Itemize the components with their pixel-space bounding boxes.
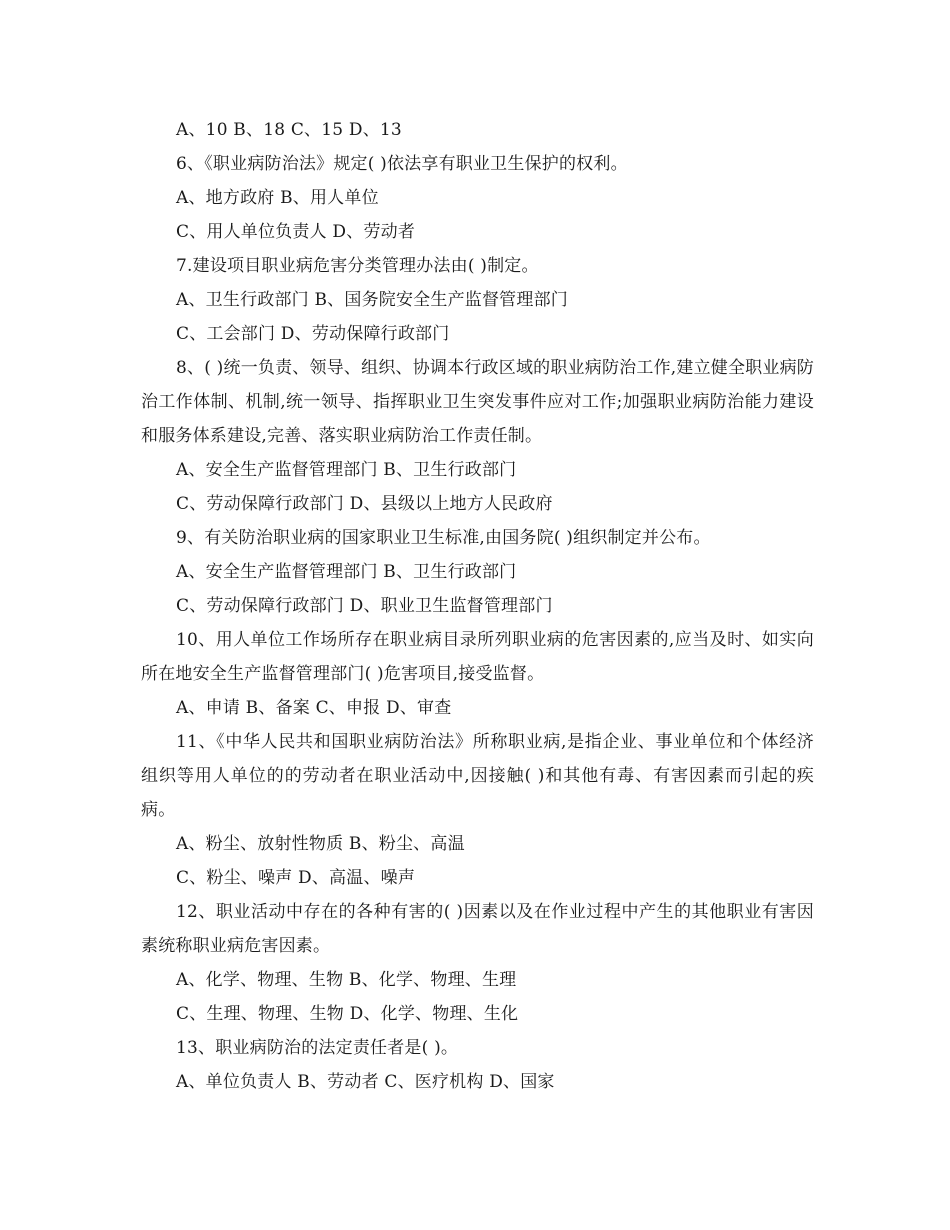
q7-question: 7.建设项目职业病危害分类管理办法由( )制定。 bbox=[176, 256, 539, 276]
q8-options-ab: A、安全生产监督管理部门 B、卫生行政部门 bbox=[176, 460, 517, 480]
q7-options-cd: C、工会部门 D、劳动保障行政部门 bbox=[176, 324, 450, 344]
q10-options: A、申请 B、备案 C、申报 D、审查 bbox=[176, 698, 452, 718]
q11-options-cd: C、粉尘、噪声 D、高温、噪声 bbox=[176, 868, 416, 888]
q11-options-ab: A、粉尘、放射性物质 B、粉尘、高温 bbox=[176, 834, 465, 854]
q6-options-cd: C、用人单位负责人 D、劳动者 bbox=[176, 222, 416, 242]
q12-options-cd: C、生理、物理、生物 D、化学、物理、生化 bbox=[176, 1004, 519, 1024]
q13-question: 13、职业病防治的法定责任者是( )。 bbox=[176, 1038, 459, 1058]
q9-options-ab: A、安全生产监督管理部门 B、卫生行政部门 bbox=[176, 562, 517, 582]
q6-question: 6、《职业病防治法》规定( )依法享有职业卫生保护的权利。 bbox=[176, 154, 628, 174]
q8-question: 8、( )统一负责、领导、组织、协调本行政区域的职业病防治工作,建立健全职业病防治工作体制、机制,统一领导、指挥职业卫生突发事件应对工作;加强职业病防治能力建设和服务体系建设,完善、落实职业病防治工作责任制。 bbox=[141, 358, 814, 446]
q11-question: 11、《中华人民共和国职业病防治法》所称职业病,是指企业、事业单位和个体经济组织等用人单位的的劳动者在职业活动中,因接触( )和其他有毒、有害因素而引起的疾病。 bbox=[141, 732, 814, 820]
document-body bbox=[141, 113, 814, 1099]
q5-options: A、10 B、18 C、15 D、13 bbox=[176, 120, 402, 140]
q12-question: 12、职业活动中存在的各种有害的( )因素以及在作业过程中产生的其他职业有害因素统称职业病危害因素。 bbox=[141, 902, 814, 956]
q6-options-ab: A、地方政府 B、用人单位 bbox=[176, 188, 379, 208]
q8-options-cd: C、劳动保障行政部门 D、县级以上地方人民政府 bbox=[176, 494, 553, 514]
q9-question: 9、有关防治职业病的国家职业卫生标准,由国务院( )组织制定并公布。 bbox=[176, 528, 711, 548]
q10-question: 10、用人单位工作场所存在职业病目录所列职业病的危害因素的,应当及时、如实向所在地安全生产监督管理部门( )危害项目,接受监督。 bbox=[141, 630, 814, 684]
q7-options-ab: A、卫生行政部门 B、国务院安全生产监督管理部门 bbox=[176, 290, 568, 310]
q12-options-ab: A、化学、物理、生物 B、化学、物理、生理 bbox=[176, 970, 517, 990]
q9-options-cd: C、劳动保障行政部门 D、职业卫生监督管理部门 bbox=[176, 596, 553, 616]
q13-options: A、单位负责人 B、劳动者 C、医疗机构 D、国家 bbox=[176, 1072, 555, 1092]
